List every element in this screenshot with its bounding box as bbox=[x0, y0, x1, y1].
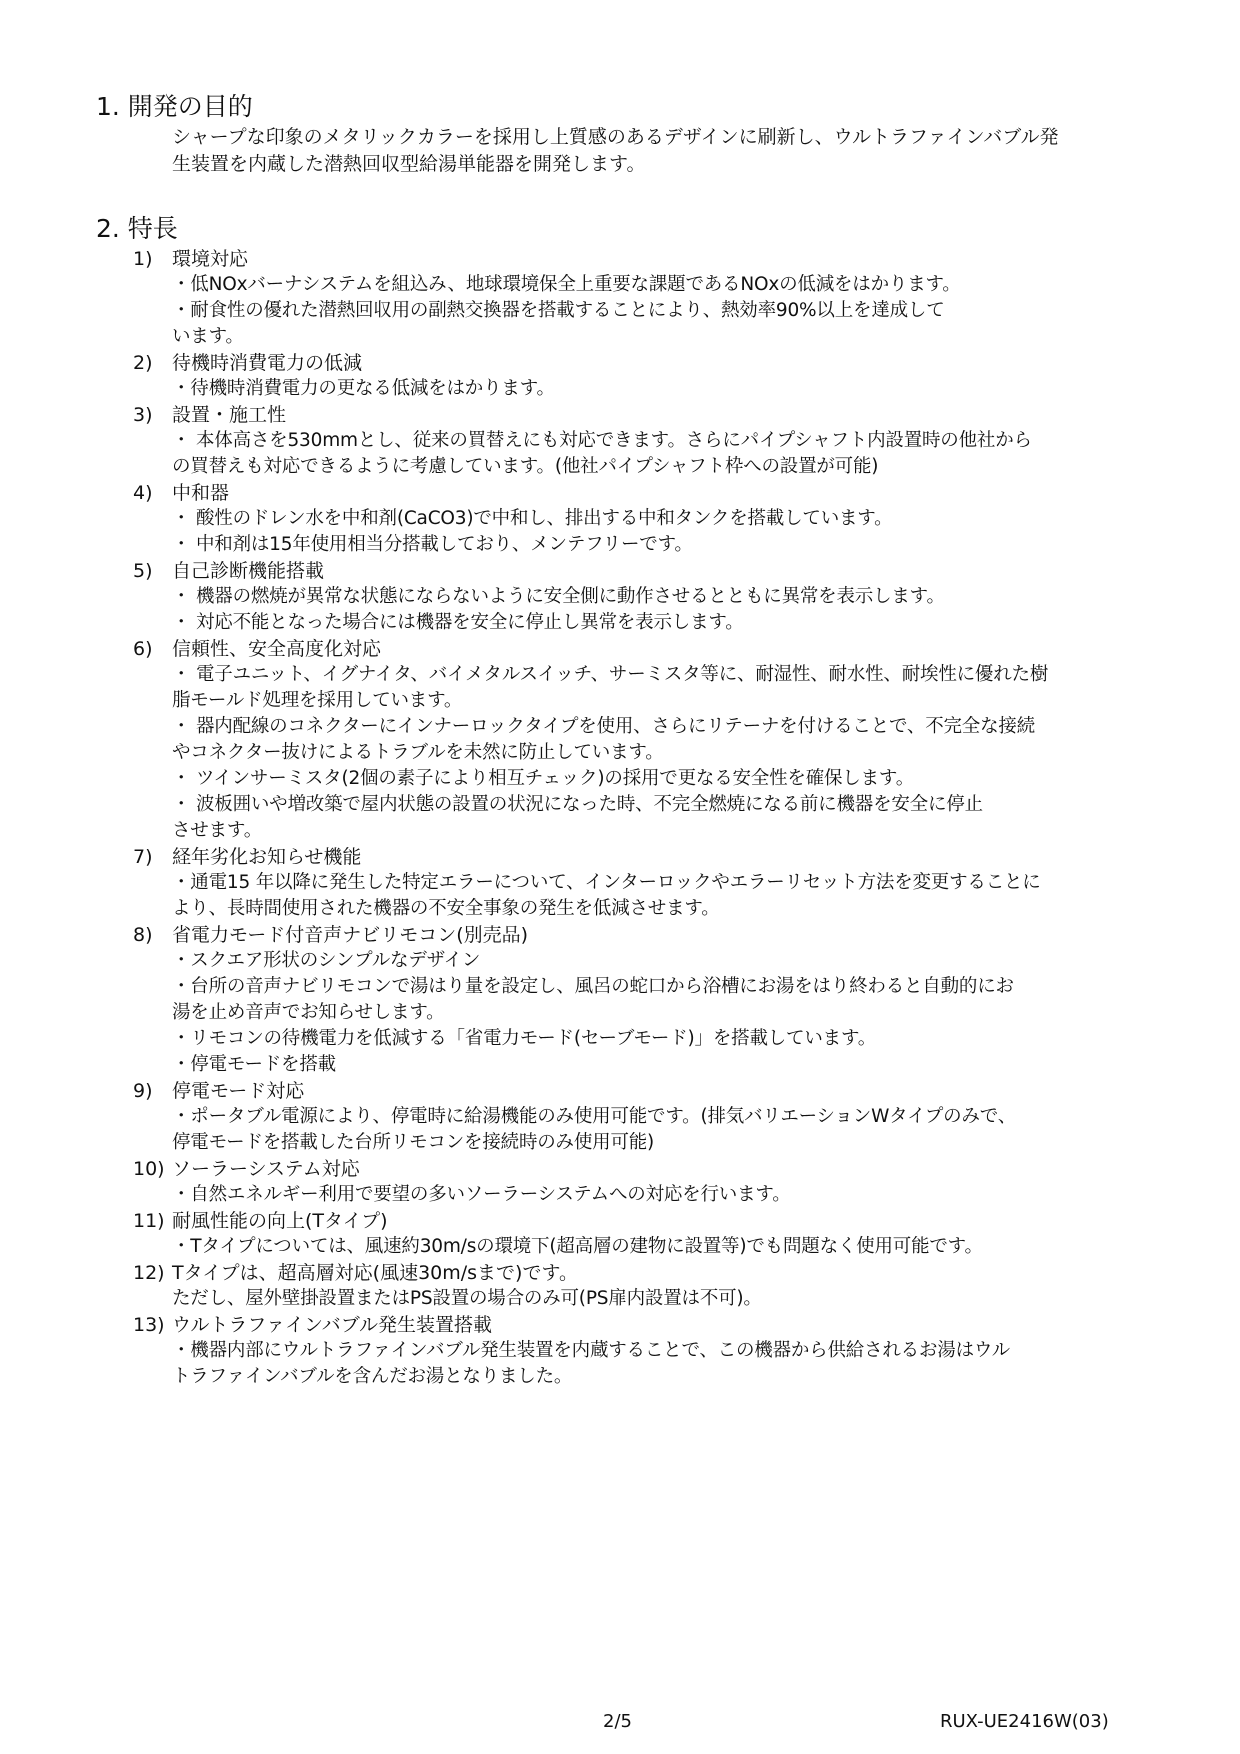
feature-item-title bbox=[133, 844, 361, 870]
feature-item-line: の買替えも対応できるように考慮しています。(他社パイプシャフト枠への設置が可能) bbox=[172, 456, 879, 477]
item-title-text: 信頼性、安全高度化対応 bbox=[172, 638, 382, 660]
feature-item-line: います。 bbox=[172, 326, 244, 347]
item-title-text: ソーラーシステム対応 bbox=[172, 1158, 360, 1180]
feature-item-line: ・ 波板囲いや増改築で屋内状態の設置の状況になった時、不完全燃焼になる前に機器を安全に停止 bbox=[172, 794, 983, 815]
item-title-text: 停電モード対応 bbox=[172, 1080, 305, 1102]
feature-item-line: ・台所の音声ナビリモコンで湯はり量を設定し、風呂の蛇口から浴槽にお湯をはり終わると自動的にお bbox=[172, 976, 1014, 997]
feature-item-line: ただし、屋外壁掛設置またはPS設置の場合のみ可(PS扉内設置は不可)。 bbox=[172, 1288, 762, 1309]
feature-item-line: ・ 電子ユニット、イグナイタ、バイメタルスイッチ、サーミスタ等に、耐湿性、耐水性、耐埃性に優れた樹 bbox=[172, 664, 1049, 685]
item-number: 3) bbox=[133, 404, 153, 426]
feature-item-title bbox=[133, 480, 229, 506]
document-code: RUX-UE2416W(03) bbox=[940, 1711, 1109, 1732]
item-title-text: 設置・施工性 bbox=[172, 404, 287, 426]
item-number: 13) bbox=[133, 1314, 165, 1336]
feature-item-line: ・自然エネルギー利用で要望の多いソーラーシステムへの対応を行います。 bbox=[172, 1184, 791, 1205]
feature-item-line: 脂モールド処理を採用しています。 bbox=[172, 690, 463, 711]
feature-item-title bbox=[133, 402, 286, 428]
item-title-text: ウルトラファインバブル発生装置搭載 bbox=[172, 1314, 492, 1336]
item-number: 10) bbox=[133, 1158, 165, 1180]
item-number: 8) bbox=[133, 924, 153, 946]
feature-item-line: ・リモコンの待機電力を低減する「省電力モード(セーブモード)」を搭載しています。 bbox=[172, 1028, 877, 1049]
feature-item-line: ・通電15 年以降に発生した特定エラーについて、インターロックやエラーリセット方法を変更することに bbox=[172, 872, 1041, 893]
item-number: 7) bbox=[133, 846, 153, 868]
feature-item-line: ・停電モードを搭載 bbox=[172, 1054, 336, 1075]
item-title-text: 耐風性能の向上(Tタイプ) bbox=[172, 1210, 388, 1232]
section-1-line: シャープな印象のメタリックカラーを採用し上質感のあるデザインに刷新し、ウルトラファインバブル発 bbox=[172, 126, 1059, 148]
feature-item-title bbox=[133, 1208, 387, 1234]
feature-item-title bbox=[133, 1312, 492, 1338]
item-title-text: 経年劣化お知らせ機能 bbox=[172, 846, 362, 868]
item-number: 9) bbox=[133, 1080, 153, 1102]
feature-item-title bbox=[133, 922, 528, 948]
item-title-text: 環境対応 bbox=[172, 248, 249, 270]
feature-item-line: 停電モードを搭載した台所リモコンを接続時のみ使用可能) bbox=[172, 1132, 655, 1153]
feature-item-line: ・ 機器の燃焼が異常な状態にならないように安全側に動作させるとともに異常を表示します。 bbox=[172, 586, 945, 607]
feature-item-line: ・ 本体高さを530mmとし、従来の買替えにも対応できます。さらにパイプシャフト内設置時の他社から bbox=[172, 430, 1032, 451]
feature-item-line: より、長時間使用された機器の不安全事象の発生を低減させます。 bbox=[172, 898, 720, 919]
item-number: 2) bbox=[133, 352, 153, 374]
feature-item-line: ・ 対応不能となった場合には機器を安全に停止し異常を表示します。 bbox=[172, 612, 744, 633]
feature-item-line: ・ 中和剤は15年使用相当分搭載しており、メンテフリーです。 bbox=[172, 534, 693, 555]
item-number: 4) bbox=[133, 482, 153, 504]
item-number: 12) bbox=[133, 1262, 165, 1284]
feature-item-line: ・ポータブル電源により、停電時に給湯機能のみ使用可能です。(排気バリエーションWタイプのみで、 bbox=[172, 1106, 1016, 1127]
feature-item-title bbox=[133, 1260, 578, 1286]
section-2-heading: 2. 特長 bbox=[96, 214, 178, 243]
feature-item-line: 湯を止め音声でお知らせします。 bbox=[172, 1002, 445, 1023]
page-number: 2/5 bbox=[603, 1711, 632, 1732]
item-number: 6) bbox=[133, 638, 153, 660]
section-1-line: 生装置を内蔵した潜熱回収型給湯単能器を開発します。 bbox=[172, 153, 646, 175]
feature-item-line: やコネクター抜けによるトラブルを未然に防止しています。 bbox=[172, 742, 664, 763]
feature-item-line: ・Tタイプについては、風速約30m/sの環境下(超高層の建物に設置等)でも問題なく使用可能です。 bbox=[172, 1236, 983, 1257]
feature-item-line: ・ 器内配線のコネクターにインナーロックタイプを使用、さらにリテーナを付けることで、不完全な接続 bbox=[172, 716, 1036, 737]
feature-item-line: ・ 酸性のドレン水を中和剤(CaCO3)で中和し、排出する中和タンクを搭載しています。 bbox=[172, 508, 893, 529]
feature-item-title bbox=[133, 246, 248, 272]
item-number: 11) bbox=[133, 1210, 165, 1232]
item-title-text: 待機時消費電力の低減 bbox=[172, 352, 363, 374]
section-1-heading: 1. 開発の目的 bbox=[96, 92, 253, 121]
feature-item-line: ・待機時消費電力の更なる低減をはかります。 bbox=[172, 378, 555, 399]
feature-item-line: ・低NOxバーナシステムを組込み、地球環境保全上重要な課題であるNOxの低減をはかります。 bbox=[172, 274, 961, 295]
feature-item-title bbox=[133, 1078, 304, 1104]
feature-item-line: ・耐食性の優れた潜熱回収用の副熱交換器を搭載することにより、熱効率90%以上を達成して bbox=[172, 300, 945, 321]
feature-item-title bbox=[133, 558, 324, 584]
feature-item-title bbox=[133, 350, 362, 376]
feature-item-title bbox=[133, 636, 381, 662]
feature-item-line: ・ ツインサーミスタ(2個の素子により相互チェック)の採用で更なる安全性を確保します。 bbox=[172, 768, 915, 789]
item-number: 1) bbox=[133, 248, 153, 270]
item-title-text: 省電力モード付音声ナビリモコン(別売品) bbox=[172, 924, 529, 946]
feature-item-line: ・機器内部にウルトラファインバブル発生装置を内蔵することで、この機器から供給されるお湯はウル bbox=[172, 1340, 1010, 1361]
feature-item-line: させます。 bbox=[172, 820, 263, 841]
feature-item-title bbox=[133, 1156, 360, 1182]
item-number: 5) bbox=[133, 560, 153, 582]
feature-item-line: ・スクエア形状のシンプルなデザイン bbox=[172, 950, 481, 971]
item-title-text: 中和器 bbox=[172, 482, 230, 504]
item-title-text: 自己診断機能搭載 bbox=[172, 560, 325, 582]
feature-item-line: トラファインバブルを含んだお湯となりました。 bbox=[172, 1366, 573, 1387]
item-title-text: Tタイプは、超高層対応(風速30m/sまで)です。 bbox=[172, 1262, 578, 1284]
